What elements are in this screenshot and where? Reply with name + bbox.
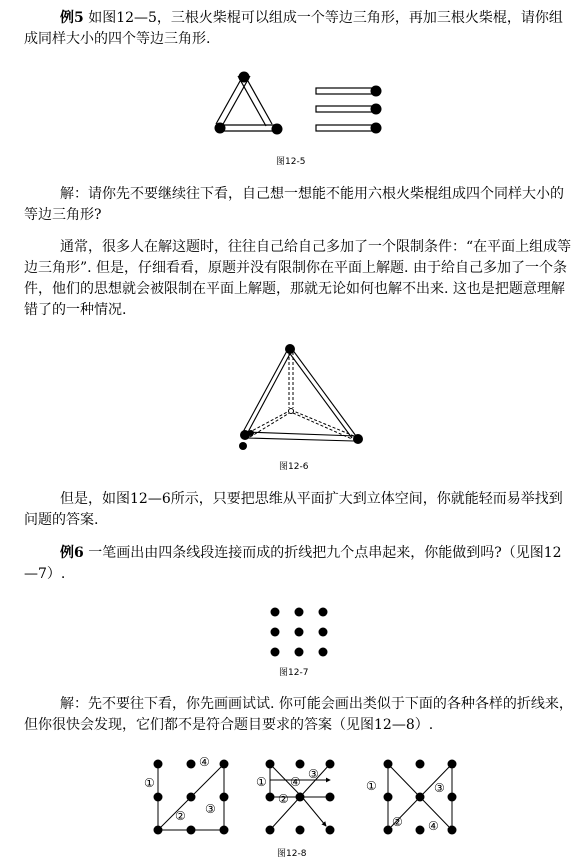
common-mistake-paragraph: 通常，很多人在解这题时，往往自己给自己多加了一个限制条件：“在平面上组成等边三角形”. 但是，仔细看看，原题并没有限制你在平面上解题. 由于给自己多加了一个条件，他们的思想就会被限制在平面上解题，那就无论如何也解不出来. 这也是把题意理解错了的一种情况. <box>24 239 572 318</box>
fig-8a-label-4: ④ <box>199 755 210 769</box>
fig-8a-label-2: ② <box>175 809 186 823</box>
figure-12-6-caption: 图12-6 <box>279 462 309 472</box>
fig-8b-label-1: ① <box>256 775 267 789</box>
figure-12-6 <box>236 340 366 445</box>
fig-8a-label-1: ① <box>144 776 155 790</box>
figure-12-7 <box>266 604 332 660</box>
example-6-label: 例6 <box>60 545 84 561</box>
example-5-label: 例5 <box>60 10 84 26</box>
figure-12-7-caption: 图12-7 <box>279 668 309 678</box>
fig-8c-label-2: ② <box>392 815 403 829</box>
fig-8c-label-1: ① <box>366 779 377 793</box>
fig-8b-label-2: ② <box>278 792 289 806</box>
solution-1-paragraph: 解：请你先不要继续往下看，自己想一想能不能用六根火柴棍组成四个同样大小的等边三角形? <box>24 186 564 223</box>
figure-12-5 <box>200 68 400 148</box>
fig-8b-label-3: ③ <box>308 767 319 781</box>
fig-8c-label-3: ③ <box>434 781 445 795</box>
figure-12-8-caption: 图12-8 <box>277 849 307 859</box>
fig-8a-label-3: ③ <box>205 802 216 816</box>
example-6-text: 一笔画出由四条线段连接而成的折线把九个点串起来，你能做到吗?（见图12—7）. <box>24 545 562 582</box>
example-5-paragraph <box>24 8 574 50</box>
but-paragraph: 但是，如图12—6所示，只要把思维从平面扩大到立体空间，你就能轻而易举找到问题的答案. <box>24 491 563 528</box>
figure-12-5-caption: 图12-5 <box>276 157 306 167</box>
example-5-text: 如图12—5，三根火柴棍可以组成一个等边三角形，再加三根火柴棍，请你组成同样大小的四个等边三角形. <box>24 10 563 47</box>
fig-8b-label-4: ④ <box>290 775 301 789</box>
figure-12-8 <box>130 750 470 840</box>
example-6-paragraph <box>24 543 574 585</box>
solution-2-paragraph: 解：先不要往下看，你先画画试试. 你可能会画出类似于下面的各种各样的折线来，但你很快会发现，它们都不是符合题目要求的答案（见图12—8）. <box>24 696 573 733</box>
fig-8c-label-4: ④ <box>428 819 439 833</box>
